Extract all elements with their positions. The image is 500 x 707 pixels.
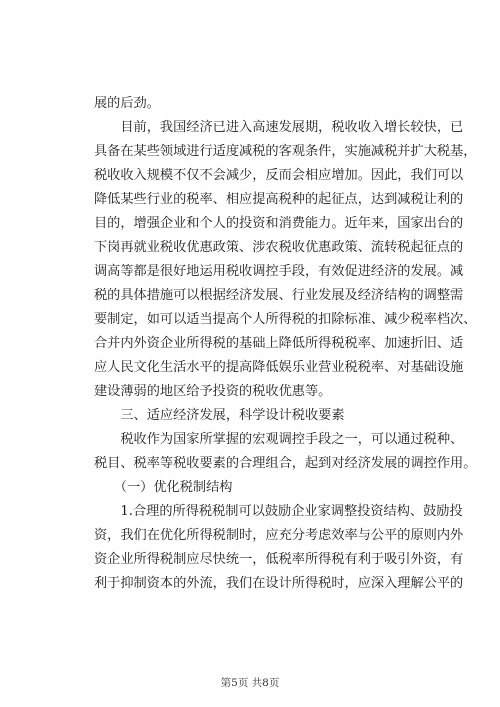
paragraph-line: 税收作为国家所掌握的宏观调控手段之一，可以通过税种、 — [94, 432, 464, 447]
paragraph-line: 目的，增强企业和个人的投资和消费能力。近年来，国家出台的 — [94, 216, 464, 231]
paragraph-line: 资企业所得税制应尽快统一，低税率所得税有利于吸引外资，有 — [94, 552, 464, 567]
paragraph-line: 税的具体措施可以根据经济发展、行业发展及经济结构的调整需 — [94, 288, 464, 303]
page-number-footer: 第5页 共8页 — [220, 677, 280, 689]
paragraph-line: 应人民文化生活水平的提高降低娱乐业营业税税率、对基础设施 — [94, 360, 464, 375]
paragraph-line: 要制定，如可以适当提高个人所得税的扣除标准、减少税率档次、 — [94, 312, 477, 327]
paragraph-line: 建设薄弱的地区给予投资的税收优惠等。 — [94, 384, 332, 399]
subsection-heading: （一）优化税制结构 — [94, 480, 233, 495]
section-heading: 三、适应经济发展，科学设计税收要素 — [94, 408, 345, 423]
paragraph-line: 合并内外资企业所得税的基础上降低所得税税率、加速折旧、适 — [94, 336, 464, 351]
paragraph-line: 资，我们在优化所得税制时，应充分考虑效率与公平的原则内外 — [94, 528, 464, 543]
paragraph-line: 1.合理的所得税税制可以鼓励企业家调整投资结构、鼓励投 — [94, 504, 463, 519]
paragraph-line: 税目、税率等税收要素的合理组合，起到对经济发展的调控作用。 — [94, 456, 477, 471]
paragraph-line: 具备在某些领域进行适度减税的客观条件，实施减税并扩大税基， — [94, 144, 477, 159]
paragraph-line: 调高等都是很好地运用税收调控手段，有效促进经济的发展。减 — [94, 264, 464, 279]
paragraph-line: 降低某些行业的税率、相应提高税种的起征点，达到减税让利的 — [94, 192, 464, 207]
paragraph-line: 下岗再就业税收优惠政策、涉农税收优惠政策、流转税起征点的 — [94, 240, 464, 255]
document-body — [94, 92, 477, 596]
paragraph-line: 目前，我国经济已进入高速发展期，税收收入增长较快，已 — [94, 120, 464, 135]
paragraph-line: 展的后劲。 — [94, 96, 160, 111]
paragraph-line: 利于抑制资本的外流，我们在设计所得税时，应深入理解公平的 — [94, 576, 464, 591]
paragraph-line: 税收收入规模不仅不会减少，反而会相应增加。因此，我们可以 — [94, 168, 464, 183]
